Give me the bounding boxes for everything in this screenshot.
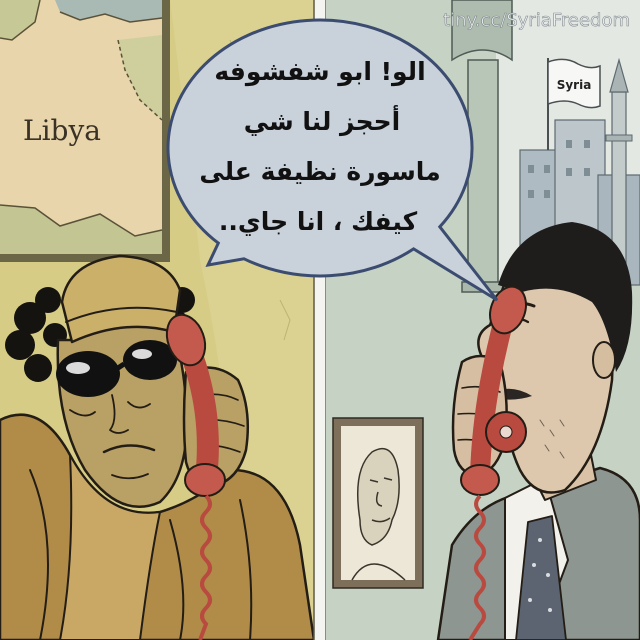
window-pane <box>566 168 572 176</box>
framed-portrait <box>333 418 423 588</box>
minaret-balcony <box>606 135 632 141</box>
window-pane <box>528 165 534 173</box>
map-label: Libya <box>23 114 101 147</box>
wall-map <box>0 0 170 262</box>
handset-mouthpiece <box>185 464 225 496</box>
tie-dot <box>538 538 542 542</box>
window-pane <box>584 140 590 148</box>
handset-mouthpiece <box>461 465 499 495</box>
hair-curl <box>35 287 61 313</box>
speech-line-2: أحجز لنا شي <box>243 107 401 136</box>
speech-line-3: ماسورة نظيفة على <box>199 157 441 186</box>
watermark: tiny.cc/SyriaFreedom <box>443 10 630 31</box>
pillar-shaft <box>468 60 498 288</box>
lens-highlight <box>66 362 90 374</box>
sunglasses-lens-left <box>56 351 120 397</box>
ear <box>593 342 615 378</box>
window-pane <box>528 190 534 198</box>
lens-highlight <box>132 349 152 359</box>
speech-line-4: كيفك ، انا جاي.. <box>218 207 418 236</box>
hair-curl <box>5 330 35 360</box>
tie-dot <box>546 573 550 577</box>
tie-dot <box>528 598 532 602</box>
window-pane <box>544 190 550 198</box>
window-pane <box>566 140 572 148</box>
sunglasses-bridge <box>118 364 124 368</box>
tie-dot <box>532 563 536 567</box>
speech-line-1: الو! ابو شفشوفه <box>214 57 426 86</box>
rotary-dial-center <box>500 426 512 438</box>
hair-curl <box>24 354 52 382</box>
flag-label: Syria <box>556 78 592 92</box>
tie-dot <box>548 608 552 612</box>
window-pane <box>584 168 590 176</box>
window-pane <box>544 165 550 173</box>
